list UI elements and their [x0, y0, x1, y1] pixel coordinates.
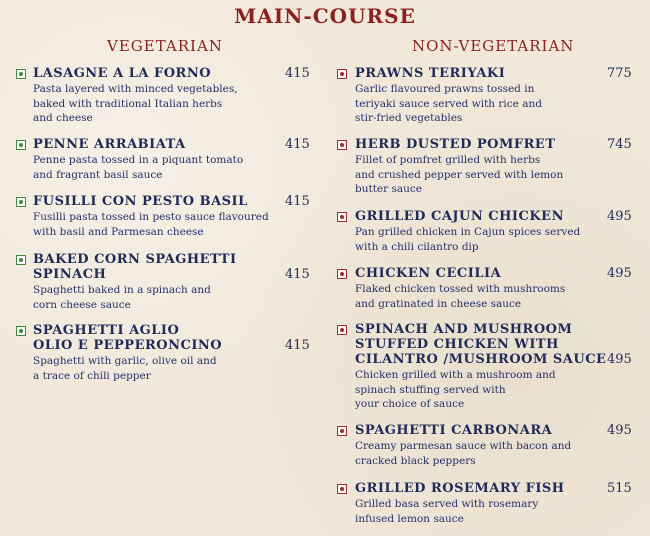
non-veg-indicator-icon	[337, 484, 347, 494]
item-description: Garlic flavoured prawns tossed in	[355, 83, 535, 95]
item-name: OLIO E PEPPERONCINO	[33, 338, 223, 353]
item-name: GRILLED ROSEMARY FISH	[355, 481, 565, 496]
item-price: 495	[607, 266, 632, 281]
item-price: 415	[285, 338, 310, 353]
item-price: 745	[607, 137, 632, 152]
item-description: a trace of chili pepper	[33, 369, 151, 382]
item-description: butter sauce	[355, 183, 422, 195]
item-description: Pasta layered with minced vegetables,	[33, 83, 238, 95]
non-vegetarian-heading: NON-VEGETARIAN	[412, 37, 575, 55]
item-name: HERB DUSTED POMFRET	[355, 137, 556, 152]
item-price: 515	[607, 481, 632, 496]
veg-indicator-icon	[16, 140, 26, 150]
vegetarian-heading: VEGETARIAN	[107, 37, 223, 55]
item-name: SPINACH AND MUSHROOM	[355, 322, 573, 337]
item-description: baked with traditional Italian herbs	[33, 97, 223, 110]
item-description: with a chili cilantro dip	[355, 240, 479, 253]
item-description: and crushed pepper served with lemon	[355, 168, 564, 181]
item-name: CHICKEN CECILIA	[355, 266, 502, 281]
item-name: SPAGHETTI CARBONARA	[355, 423, 553, 438]
item-name: PRAWNS TERIYAKI	[355, 66, 506, 81]
item-price: 495	[607, 209, 632, 224]
item-description: Chicken grilled with a mushroom and	[355, 369, 556, 381]
item-description: and cheese	[33, 112, 93, 124]
item-description: stir-fried vegetables	[355, 112, 463, 124]
item-name: SPAGHETTI AGLIO	[33, 323, 180, 338]
item-description: teriyaki sauce served with rice and	[355, 97, 542, 110]
non-veg-indicator-icon	[337, 212, 347, 222]
non-veg-indicator-icon	[337, 269, 347, 279]
item-description: infused lemon sauce	[355, 512, 464, 525]
item-description: Spaghetti baked in a spinach and	[33, 284, 211, 296]
item-name: BAKED CORN SPAGHETTI	[33, 252, 237, 267]
veg-indicator-icon	[16, 255, 26, 265]
veg-indicator-icon	[16, 197, 26, 207]
item-description: Flaked chicken tossed with mushrooms	[355, 283, 566, 295]
item-price: 415	[285, 194, 310, 209]
item-price: 415	[285, 137, 310, 152]
item-description: Grilled basa served with rosemary	[355, 498, 539, 510]
item-description: and fragrant basil sauce	[33, 168, 163, 181]
item-price: 415	[285, 267, 310, 282]
non-veg-indicator-icon	[337, 140, 347, 150]
item-name: CILANTRO /MUSHROOM SAUCE	[355, 352, 607, 367]
item-description: Creamy parmesan sauce with bacon and	[355, 440, 572, 452]
item-price: 775	[607, 66, 632, 81]
item-price: 495	[607, 352, 632, 367]
item-description: your choice of sauce	[355, 398, 465, 410]
item-description: Spaghetti with garlic, olive oil and	[33, 355, 217, 367]
item-description: Penne pasta tossed in a piquant tomato	[33, 154, 244, 166]
non-veg-indicator-icon	[337, 325, 347, 335]
item-description: Fillet of pomfret grilled with herbs	[355, 154, 541, 166]
item-description: cracked black peppers	[355, 454, 476, 467]
item-description: with basil and Parmesan cheese	[33, 225, 204, 238]
item-description: and gratinated in cheese sauce	[355, 297, 522, 310]
item-description: Fusilli pasta tossed in pesto sauce flavoured	[33, 211, 269, 223]
item-name: FUSILLI CON PESTO BASIL	[33, 194, 248, 209]
non-veg-indicator-icon	[337, 426, 347, 436]
item-name: STUFFED CHICKEN WITH	[355, 337, 559, 352]
non-veg-indicator-icon	[337, 69, 347, 79]
item-name: GRILLED CAJUN CHICKEN	[355, 209, 564, 224]
item-description: corn cheese sauce	[33, 298, 131, 311]
item-name: SPINACH	[33, 267, 107, 282]
item-price: 415	[285, 66, 310, 81]
item-description: Pan grilled chicken in Cajun spices served	[355, 226, 581, 238]
item-description: spinach stuffing served with	[355, 383, 506, 396]
item-name: LASAGNE A LA FORNO	[33, 66, 212, 81]
veg-indicator-icon	[16, 69, 26, 79]
menu-title: MAIN-COURSE	[234, 4, 416, 28]
item-name: PENNE ARRABIATA	[33, 137, 186, 152]
veg-indicator-icon	[16, 326, 26, 336]
item-price: 495	[607, 423, 632, 438]
